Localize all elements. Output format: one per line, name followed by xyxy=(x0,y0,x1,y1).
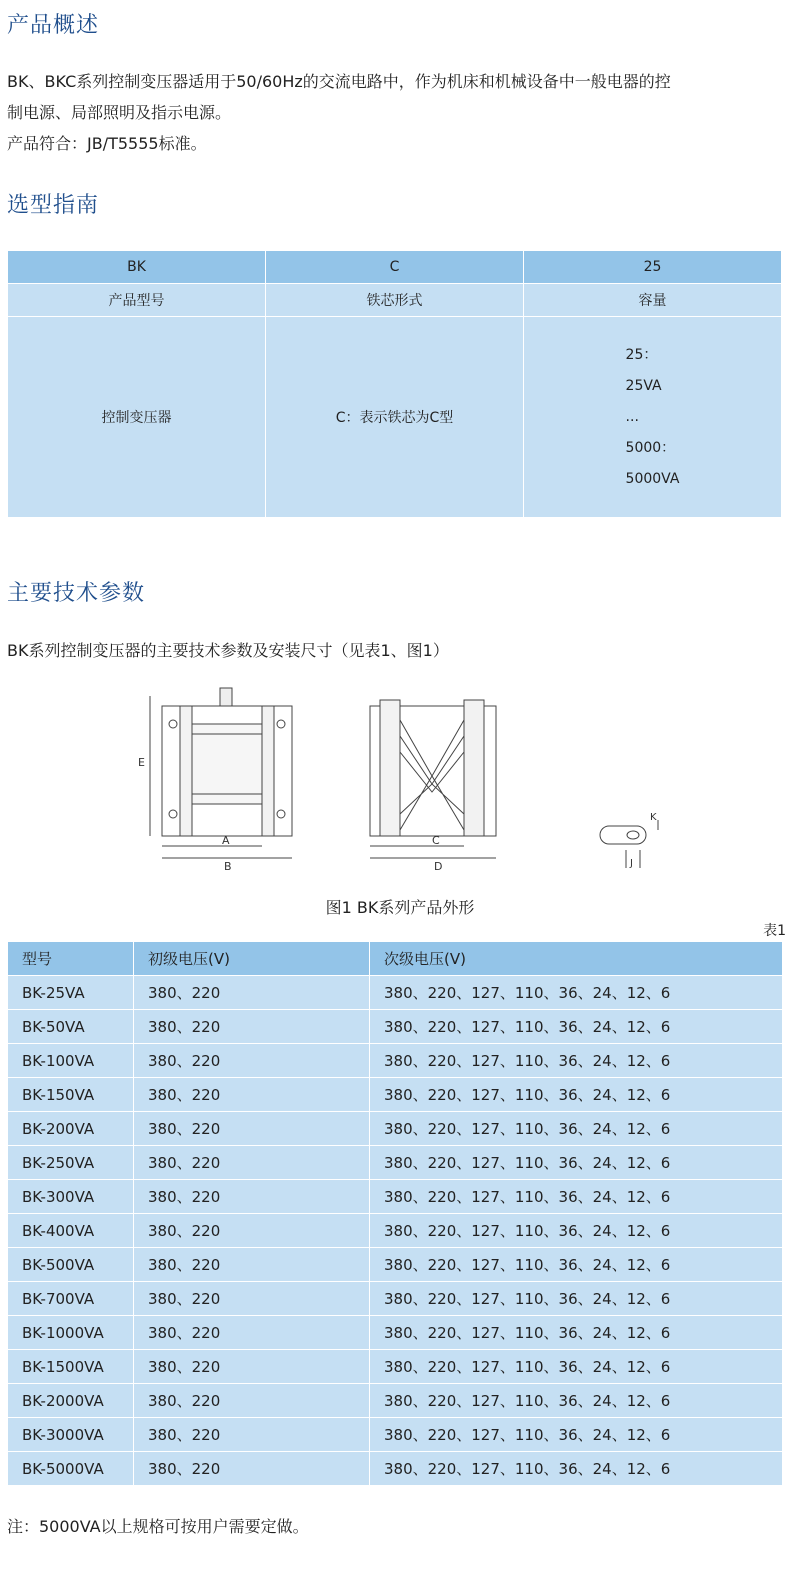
primary-cell: 380、220 xyxy=(134,1350,370,1384)
secondary-cell: 380、220、127、110、36、24、12、6 xyxy=(370,1214,783,1248)
code-cell: C xyxy=(266,251,524,284)
secondary-cell: 380、220、127、110、36、24、12、6 xyxy=(370,976,783,1010)
primary-cell: 380、220 xyxy=(134,1316,370,1350)
overview-title: 产品概述 xyxy=(7,13,100,38)
capacity-item: 5000VA xyxy=(625,470,680,487)
spec-header-row xyxy=(8,942,783,976)
model-cell: BK-1500VA xyxy=(8,1350,134,1384)
table-row xyxy=(8,1282,783,1316)
primary-cell: 380、220 xyxy=(134,1248,370,1282)
table-number: 表1 xyxy=(763,923,786,939)
code-cell: 25 xyxy=(524,251,782,284)
primary-cell: 380、220 xyxy=(134,976,370,1010)
model-cell: BK-400VA xyxy=(8,1214,134,1248)
secondary-cell: 380、220、127、110、36、24、12、6 xyxy=(370,1180,783,1214)
header-cell: 铁芯形式 xyxy=(266,284,524,317)
table-row xyxy=(8,1044,783,1078)
table-row xyxy=(8,1078,783,1112)
header-cell: 产品型号 xyxy=(8,284,266,317)
table-row xyxy=(8,1248,783,1282)
front-view-drawing xyxy=(150,688,292,858)
model-cell: BK-50VA xyxy=(8,1010,134,1044)
primary-cell: 380、220 xyxy=(134,1418,370,1452)
secondary-cell: 380、220、127、110、36、24、12、6 xyxy=(370,1078,783,1112)
primary-cell: 380、220 xyxy=(134,1384,370,1418)
col-header-primary: 初级电压(V) xyxy=(134,942,370,976)
table-row xyxy=(8,1146,783,1180)
footnote: 注：5000VA以上规格可按用户需要定做。 xyxy=(7,1517,309,1536)
capacity-item: 25VA xyxy=(625,377,662,394)
secondary-cell: 380、220、127、110、36、24、12、6 xyxy=(370,1316,783,1350)
model-cell: BK-25VA xyxy=(8,976,134,1010)
model-cell: BK-700VA xyxy=(8,1282,134,1316)
model-cell: BK-5000VA xyxy=(8,1452,134,1486)
primary-cell: 380、220 xyxy=(134,1010,370,1044)
overview-line-3: 产品符合：JB/T5555标准。 xyxy=(7,134,207,153)
selection-header-row xyxy=(8,284,782,317)
primary-cell: 380、220 xyxy=(134,1180,370,1214)
secondary-cell: 380、220、127、110、36、24、12、6 xyxy=(370,1384,783,1418)
figure-caption: 图1 BK系列产品外形 xyxy=(325,898,475,917)
dim-label-b: B xyxy=(224,860,232,873)
table-row xyxy=(8,1418,783,1452)
secondary-cell: 380、220、127、110、36、24、12、6 xyxy=(370,1418,783,1452)
capacity-item: ... xyxy=(625,408,639,425)
secondary-cell: 380、220、127、110、36、24、12、6 xyxy=(370,1452,783,1486)
model-cell: BK-500VA xyxy=(8,1248,134,1282)
capacity-item: 25： xyxy=(625,346,658,363)
col-header-secondary: 次级电压(V) xyxy=(370,942,783,976)
tech-intro: BK系列控制变压器的主要技术参数及安装尺寸（见表1、图1） xyxy=(7,641,449,660)
model-cell: BK-300VA xyxy=(8,1180,134,1214)
overview-line-2: 制电源、局部照明及指示电源。 xyxy=(7,103,232,122)
primary-cell: 380、220 xyxy=(134,1282,370,1316)
dim-label-d: D xyxy=(434,860,443,873)
secondary-cell: 380、220、127、110、36、24、12、6 xyxy=(370,1282,783,1316)
table-row xyxy=(8,976,783,1010)
selection-code-row xyxy=(8,251,782,284)
selection-detail-row xyxy=(8,317,782,518)
secondary-cell: 380、220、127、110、36、24、12、6 xyxy=(370,1044,783,1078)
capacity-item: 5000： xyxy=(625,439,676,456)
capacity-list xyxy=(626,340,680,495)
model-cell: BK-3000VA xyxy=(8,1418,134,1452)
secondary-cell: 380、220、127、110、36、24、12、6 xyxy=(370,1010,783,1044)
dim-label-e: E xyxy=(138,756,145,769)
primary-cell: 380、220 xyxy=(134,1078,370,1112)
table-row xyxy=(8,1384,783,1418)
model-cell: BK-1000VA xyxy=(8,1316,134,1350)
product-outline-figure xyxy=(130,680,670,880)
selection-title: 选型指南 xyxy=(7,193,100,218)
dim-label-a: A xyxy=(222,834,230,847)
dim-label-c: C xyxy=(432,834,440,847)
table-row xyxy=(8,1010,783,1044)
primary-cell: 380、220 xyxy=(134,1214,370,1248)
model-cell: BK-250VA xyxy=(8,1146,134,1180)
col-header-model: 型号 xyxy=(8,942,134,976)
table-row xyxy=(8,1316,783,1350)
capacity-cell xyxy=(524,317,782,518)
table-row xyxy=(8,1214,783,1248)
product-cell: 控制变压器 xyxy=(8,317,266,518)
primary-cell: 380、220 xyxy=(134,1044,370,1078)
model-cell: BK-200VA xyxy=(8,1112,134,1146)
header-cell: 容量 xyxy=(524,284,782,317)
table-row xyxy=(8,1112,783,1146)
overview-text xyxy=(7,66,671,159)
primary-cell: 380、220 xyxy=(134,1452,370,1486)
table-row xyxy=(8,1180,783,1214)
secondary-cell: 380、220、127、110、36、24、12、6 xyxy=(370,1112,783,1146)
table-row xyxy=(8,1452,783,1486)
model-cell: BK-150VA xyxy=(8,1078,134,1112)
selection-table xyxy=(7,250,782,518)
secondary-cell: 380、220、127、110、36、24、12、6 xyxy=(370,1350,783,1384)
model-cell: BK-2000VA xyxy=(8,1384,134,1418)
primary-cell: 380、220 xyxy=(134,1112,370,1146)
table-row xyxy=(8,1350,783,1384)
spec-table xyxy=(7,941,783,1486)
primary-cell: 380、220 xyxy=(134,1146,370,1180)
dim-label-j: J xyxy=(630,858,633,869)
dim-label-k: K xyxy=(650,812,657,823)
tech-title: 主要技术参数 xyxy=(7,581,146,606)
overview-line-1: BK、BKC系列控制变压器适用于50/60Hz的交流电路中，作为机床和机械设备中一般电器的控 xyxy=(7,72,671,91)
slot-detail-drawing xyxy=(600,820,658,868)
secondary-cell: 380、220、127、110、36、24、12、6 xyxy=(370,1248,783,1282)
secondary-cell: 380、220、127、110、36、24、12、6 xyxy=(370,1146,783,1180)
core-cell: C：表示铁芯为C型 xyxy=(266,317,524,518)
code-cell: BK xyxy=(8,251,266,284)
model-cell: BK-100VA xyxy=(8,1044,134,1078)
